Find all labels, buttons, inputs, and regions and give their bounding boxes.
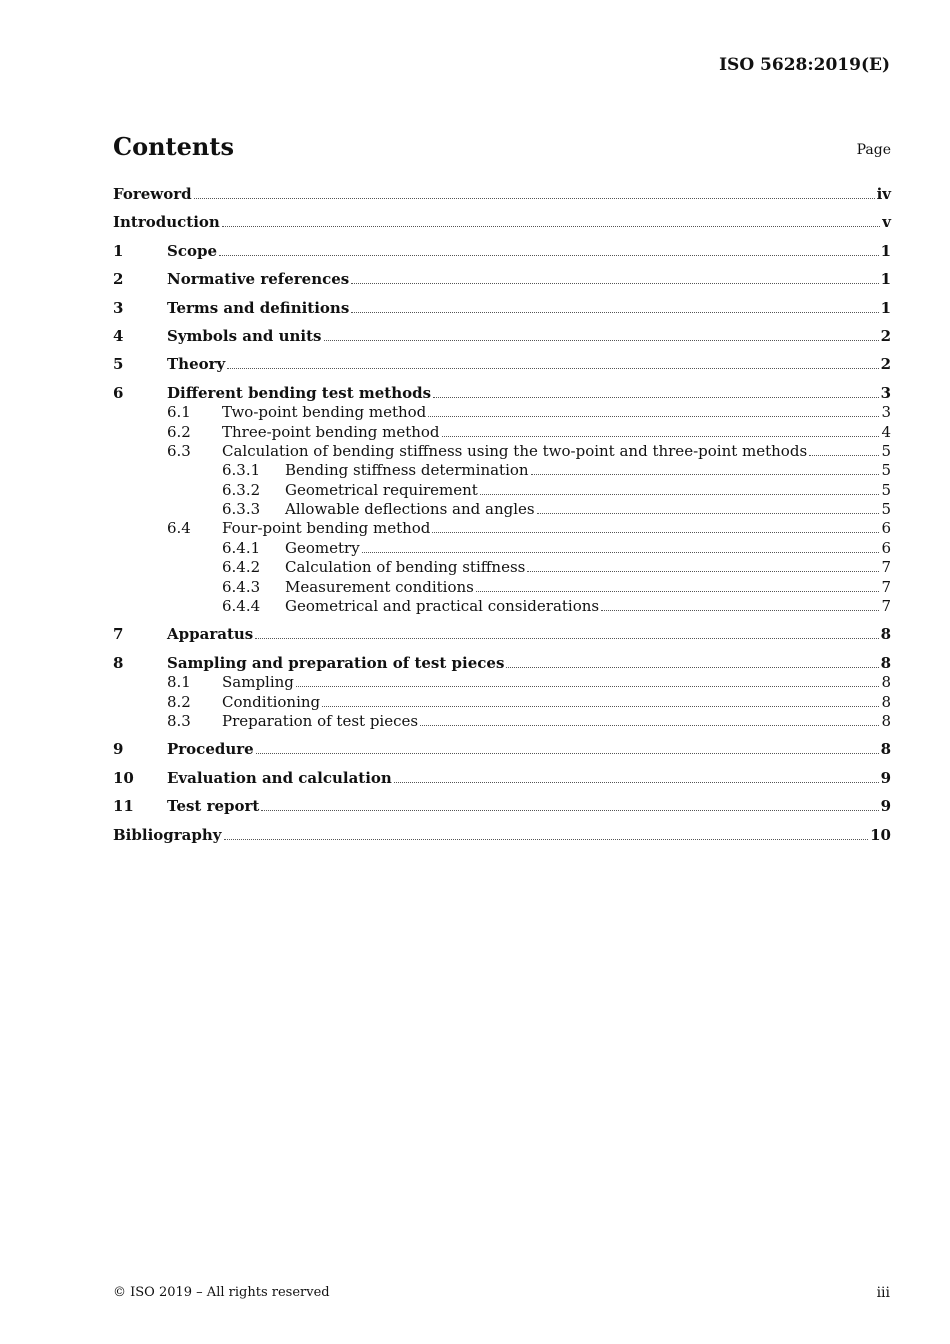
- toc-entry-number: 8: [113, 653, 124, 672]
- toc-entry-title: Scope: [167, 241, 218, 260]
- toc-entry-title: Preparation of test pieces: [222, 711, 419, 730]
- toc-entry[interactable]: [113, 327, 891, 346]
- toc-entry-page: 9: [880, 768, 891, 787]
- toc-entry[interactable]: [113, 693, 891, 712]
- toc-entry-page: 8: [880, 740, 891, 759]
- toc-entry[interactable]: [113, 500, 891, 519]
- toc-entry-number: 6.3.3: [222, 500, 261, 519]
- dot-leader: [255, 625, 878, 639]
- toc-entry-number: 1: [113, 241, 124, 260]
- toc-entry[interactable]: [113, 797, 891, 816]
- dot-leader: [324, 327, 879, 341]
- toc-entry-page: 1: [880, 241, 891, 260]
- toc-entry-page: 1: [880, 298, 891, 317]
- toc-entry-page: 5: [881, 500, 891, 519]
- toc-entry[interactable]: [113, 673, 891, 692]
- toc-entry[interactable]: [113, 625, 891, 644]
- toc-entry[interactable]: [113, 519, 891, 538]
- toc-entry-title: Two-point bending method: [222, 403, 427, 422]
- toc-entry-number: 4: [113, 326, 124, 345]
- dot-leader: [394, 769, 879, 783]
- toc-entry-number: 11: [113, 797, 134, 816]
- dot-leader: [442, 423, 880, 437]
- copyright-notice: © ISO 2019 – All rights reserved: [113, 1285, 330, 1300]
- toc-entry[interactable]: [113, 355, 891, 374]
- toc-entry[interactable]: [113, 185, 891, 204]
- toc-entry-page: v: [882, 213, 891, 232]
- dot-leader: [296, 673, 880, 687]
- toc-entry-number: 6.4.3: [222, 577, 261, 596]
- toc-entry[interactable]: [113, 442, 891, 461]
- dot-leader: [601, 597, 879, 611]
- toc-entry-title: Geometry: [285, 538, 360, 557]
- toc-entry-page: 10: [870, 825, 891, 844]
- dot-leader: [506, 654, 878, 668]
- toc-entry-page: 2: [880, 326, 891, 345]
- toc-entry-number: 8.2: [167, 692, 191, 711]
- toc-entry[interactable]: [113, 481, 891, 500]
- toc-entry-title: Normative references: [167, 270, 350, 289]
- toc-entry-title: Allowable deflections and angles: [285, 500, 535, 519]
- toc-entry-page: 8: [880, 625, 891, 644]
- toc-title-row: [113, 132, 891, 166]
- dot-leader: [261, 797, 878, 811]
- toc-entry-page: 7: [881, 577, 891, 596]
- toc-entry-title: Foreword: [113, 185, 192, 203]
- toc-entry-number: 6.1: [167, 403, 191, 422]
- toc-entry-title: Terms and definitions: [167, 298, 350, 317]
- dot-leader: [322, 693, 879, 707]
- toc-entry-title: Conditioning: [222, 692, 321, 711]
- toc-entry-page: 6: [881, 538, 891, 557]
- dot-leader: [527, 558, 879, 572]
- toc-entry-number: 6.3: [167, 441, 191, 460]
- toc-entry[interactable]: [113, 213, 891, 232]
- toc-entry[interactable]: [113, 597, 891, 616]
- toc-entry-page: 8: [881, 692, 891, 711]
- toc-entry-number: 9: [113, 740, 124, 759]
- page-title: Contents: [113, 132, 234, 161]
- toc-entry-title: Sampling and preparation of test pieces: [167, 653, 505, 672]
- dot-leader: [256, 740, 879, 754]
- toc-entry-number: 10: [113, 768, 134, 787]
- toc-entry-title: Geometrical requirement: [285, 480, 478, 499]
- toc-entry-title: Test report: [167, 797, 260, 816]
- dot-leader: [224, 826, 869, 840]
- toc-entry[interactable]: [113, 558, 891, 577]
- toc-entry[interactable]: [113, 712, 891, 731]
- dot-leader: [351, 270, 878, 284]
- toc-entry-page: 8: [881, 673, 891, 692]
- toc-entry-title: Different bending test methods: [167, 383, 432, 402]
- toc-entry-number: 6.3.2: [222, 480, 261, 499]
- toc-entry-title: Geometrical and practical considerations: [285, 597, 600, 616]
- toc-entry-title: Calculation of bending stiffness: [285, 558, 526, 577]
- toc-entry-number: 6.4: [167, 519, 191, 538]
- toc-entry-title: Symbols and units: [167, 326, 322, 345]
- toc-entry-number: 8.3: [167, 711, 191, 730]
- dot-leader: [219, 242, 879, 256]
- document-id: ISO 5628:2019(E): [719, 55, 890, 75]
- toc-entry-page: 6: [881, 519, 891, 538]
- toc-entry-page: 5: [881, 441, 891, 460]
- toc-entry-title: Calculation of bending stiffness using the two-point and three-point methods: [222, 441, 808, 460]
- toc-entry-page: 8: [880, 653, 891, 672]
- toc-entry-number: 3: [113, 298, 124, 317]
- toc-entry[interactable]: [113, 299, 891, 318]
- toc-entry-page: 8: [881, 711, 891, 730]
- toc-entry-title: Sampling: [222, 673, 294, 692]
- dot-leader: [194, 185, 875, 199]
- toc-entry-title: Three-point bending method: [222, 422, 440, 441]
- toc-entry-title: Theory: [167, 355, 226, 374]
- dot-leader: [227, 355, 878, 369]
- toc-entry[interactable]: [113, 242, 891, 261]
- table-of-contents: [113, 185, 891, 845]
- dot-leader: [432, 519, 879, 533]
- toc-entry[interactable]: [113, 578, 891, 597]
- dot-leader: [428, 403, 879, 417]
- toc-entry[interactable]: [113, 539, 891, 558]
- toc-entry-number: 6.3.1: [222, 461, 261, 480]
- toc-entry-page: 3: [881, 403, 891, 422]
- toc-entry-number: 2: [113, 270, 124, 289]
- toc-entry[interactable]: [113, 769, 891, 788]
- toc-entry-number: 5: [113, 355, 124, 374]
- toc-entry-page: 1: [880, 270, 891, 289]
- toc-entry-page: 3: [880, 383, 891, 402]
- dot-leader: [420, 712, 879, 726]
- dot-leader: [433, 384, 879, 398]
- dot-leader: [222, 213, 880, 227]
- toc-entry[interactable]: [113, 740, 891, 759]
- toc-entry-page: 4: [881, 422, 891, 441]
- toc-entry-page: 5: [881, 461, 891, 480]
- toc-entry-title: Bending stiffness determination: [285, 461, 529, 480]
- toc-entry-number: 6.4.2: [222, 558, 261, 577]
- toc-entry-page: 2: [880, 355, 891, 374]
- toc-entry-page: 9: [880, 797, 891, 816]
- toc-entry-number: 6.4.4: [222, 597, 261, 616]
- toc-entry-number: 6: [113, 383, 124, 402]
- toc-entry-page: 7: [881, 597, 891, 616]
- toc-entry[interactable]: [113, 461, 891, 480]
- dot-leader: [351, 299, 878, 313]
- toc-entry-number: 6.4.1: [222, 538, 261, 557]
- toc-entry-title: Evaluation and calculation: [167, 768, 392, 787]
- toc-entry-title: Procedure: [167, 740, 254, 759]
- dot-leader: [480, 481, 880, 495]
- toc-entry-page: 5: [881, 480, 891, 499]
- page-number: iii: [876, 1285, 890, 1301]
- toc-entry[interactable]: [113, 384, 891, 403]
- toc-entry-title: Bibliography: [113, 825, 222, 844]
- dot-leader: [537, 500, 880, 514]
- dot-leader: [531, 461, 880, 475]
- toc-entry[interactable]: [113, 826, 891, 845]
- dot-leader: [809, 442, 879, 456]
- toc-entry[interactable]: [113, 423, 891, 442]
- toc-entry-title: Apparatus: [167, 625, 254, 644]
- toc-entry-title: Four-point bending method: [222, 519, 431, 538]
- page-column-label: Page: [856, 142, 891, 158]
- toc-entry-number: 6.2: [167, 422, 191, 441]
- dot-leader: [362, 539, 880, 553]
- toc-entry-page: 7: [881, 558, 891, 577]
- dot-leader: [476, 578, 880, 592]
- toc-entry-number: 8.1: [167, 673, 191, 692]
- toc-entry-page: iv: [876, 185, 891, 203]
- toc-entry-number: 7: [113, 625, 124, 644]
- toc-entry[interactable]: [113, 403, 891, 422]
- toc-entry-title: Measurement conditions: [285, 577, 474, 596]
- toc-entry-title: Introduction: [113, 213, 220, 232]
- toc-entry[interactable]: [113, 270, 891, 289]
- toc-entry[interactable]: [113, 654, 891, 673]
